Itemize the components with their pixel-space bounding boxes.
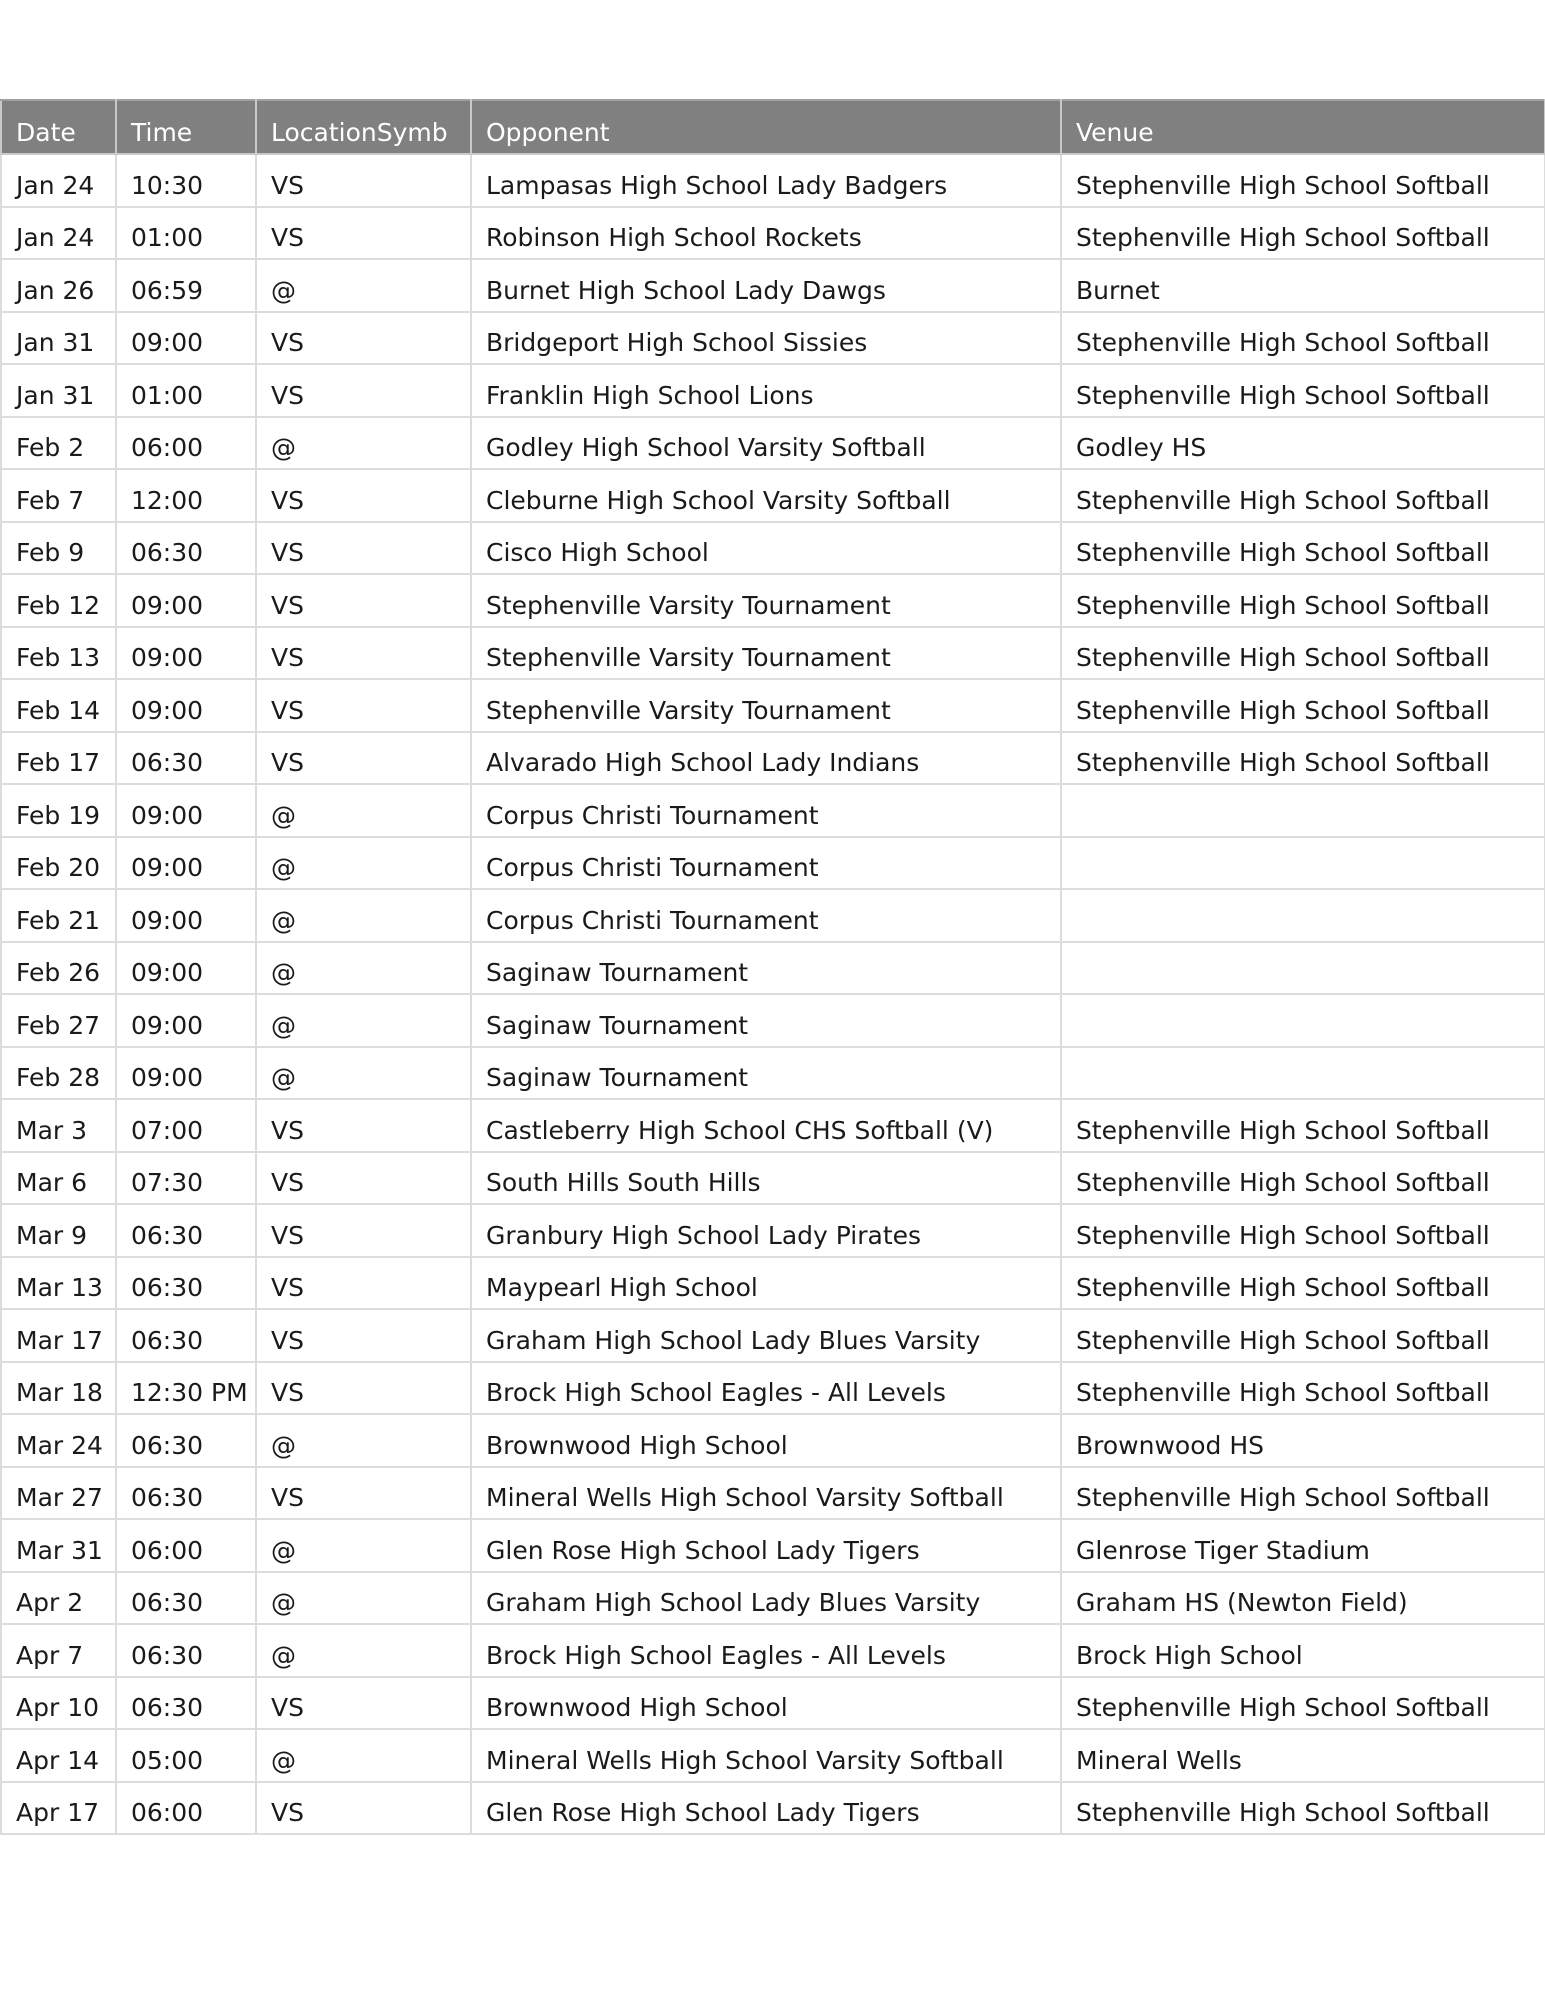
table-row: [1, 1309, 1545, 1362]
schedule-header: [1, 100, 1545, 154]
header-time: Time: [116, 100, 256, 154]
table-row: [1, 312, 1545, 365]
cell-location-symbol: VS: [256, 1467, 471, 1520]
schedule-body: [1, 154, 1545, 1834]
cell-venue: Glenrose Tiger Stadium: [1061, 1519, 1545, 1572]
cell-time: 09:00: [116, 574, 256, 627]
table-row: [1, 994, 1545, 1047]
cell-time: 10:30: [116, 154, 256, 207]
cell-date: Mar 17: [1, 1309, 116, 1362]
cell-time: 06:30: [116, 1572, 256, 1625]
cell-time: 06:30: [116, 1624, 256, 1677]
cell-location-symbol: VS: [256, 522, 471, 575]
cell-location-symbol: VS: [256, 1257, 471, 1310]
cell-time: 06:30: [116, 522, 256, 575]
cell-location-symbol: VS: [256, 312, 471, 365]
cell-time: 09:00: [116, 679, 256, 732]
cell-venue: Stephenville High School Softball: [1061, 732, 1545, 785]
cell-opponent: Saginaw Tournament: [471, 1047, 1061, 1100]
table-row: [1, 1152, 1545, 1205]
cell-venue: Stephenville High School Softball: [1061, 1257, 1545, 1310]
cell-time: 01:00: [116, 364, 256, 417]
table-row: [1, 1624, 1545, 1677]
cell-venue: Graham HS (Newton Field): [1061, 1572, 1545, 1625]
cell-opponent: Castleberry High School CHS Softball (V): [471, 1099, 1061, 1152]
cell-time: 05:00: [116, 1729, 256, 1782]
cell-location-symbol: VS: [256, 1204, 471, 1257]
cell-date: Feb 17: [1, 732, 116, 785]
table-row: [1, 889, 1545, 942]
cell-location-symbol: VS: [256, 154, 471, 207]
cell-location-symbol: @: [256, 837, 471, 890]
cell-location-symbol: @: [256, 942, 471, 995]
cell-time: 09:00: [116, 312, 256, 365]
table-row: [1, 1467, 1545, 1520]
cell-date: Feb 28: [1, 1047, 116, 1100]
cell-date: Apr 7: [1, 1624, 116, 1677]
cell-time: 06:00: [116, 1782, 256, 1835]
cell-location-symbol: VS: [256, 574, 471, 627]
cell-venue: [1061, 942, 1545, 995]
cell-time: 06:59: [116, 259, 256, 312]
cell-location-symbol: @: [256, 259, 471, 312]
cell-date: Feb 14: [1, 679, 116, 732]
cell-opponent: Cleburne High School Varsity Softball: [471, 469, 1061, 522]
cell-venue: Mineral Wells: [1061, 1729, 1545, 1782]
cell-date: Jan 31: [1, 312, 116, 365]
cell-time: 09:00: [116, 942, 256, 995]
cell-opponent: Glen Rose High School Lady Tigers: [471, 1519, 1061, 1572]
cell-location-symbol: @: [256, 889, 471, 942]
table-row: [1, 1572, 1545, 1625]
table-row: [1, 417, 1545, 470]
cell-date: Mar 9: [1, 1204, 116, 1257]
cell-opponent: Corpus Christi Tournament: [471, 837, 1061, 890]
cell-venue: [1061, 1047, 1545, 1100]
cell-date: Mar 6: [1, 1152, 116, 1205]
cell-venue: Stephenville High School Softball: [1061, 1782, 1545, 1835]
cell-opponent: Brownwood High School: [471, 1677, 1061, 1730]
cell-opponent: Graham High School Lady Blues Varsity: [471, 1309, 1061, 1362]
cell-date: Apr 2: [1, 1572, 116, 1625]
cell-venue: Stephenville High School Softball: [1061, 679, 1545, 732]
cell-location-symbol: @: [256, 1729, 471, 1782]
cell-date: Feb 12: [1, 574, 116, 627]
cell-time: 06:00: [116, 1519, 256, 1572]
cell-opponent: Stephenville Varsity Tournament: [471, 574, 1061, 627]
cell-opponent: Corpus Christi Tournament: [471, 784, 1061, 837]
cell-time: 09:00: [116, 837, 256, 890]
cell-date: Mar 24: [1, 1414, 116, 1467]
cell-date: Apr 14: [1, 1729, 116, 1782]
cell-opponent: Bridgeport High School Sissies: [471, 312, 1061, 365]
cell-date: Jan 31: [1, 364, 116, 417]
cell-time: 06:30: [116, 1204, 256, 1257]
cell-opponent: Godley High School Varsity Softball: [471, 417, 1061, 470]
cell-opponent: Stephenville Varsity Tournament: [471, 679, 1061, 732]
table-row: [1, 732, 1545, 785]
cell-time: 09:00: [116, 889, 256, 942]
table-row: [1, 1519, 1545, 1572]
cell-location-symbol: @: [256, 1624, 471, 1677]
table-row: [1, 837, 1545, 890]
cell-opponent: Saginaw Tournament: [471, 942, 1061, 995]
cell-location-symbol: VS: [256, 679, 471, 732]
cell-date: Feb 7: [1, 469, 116, 522]
cell-venue: [1061, 994, 1545, 1047]
cell-date: Jan 24: [1, 154, 116, 207]
cell-opponent: Robinson High School Rockets: [471, 207, 1061, 260]
cell-time: 06:30: [116, 1677, 256, 1730]
table-row: [1, 1729, 1545, 1782]
cell-date: Feb 26: [1, 942, 116, 995]
cell-date: Feb 2: [1, 417, 116, 470]
table-row: [1, 1204, 1545, 1257]
table-row: [1, 1047, 1545, 1100]
cell-opponent: Graham High School Lady Blues Varsity: [471, 1572, 1061, 1625]
cell-venue: Stephenville High School Softball: [1061, 522, 1545, 575]
table-row: [1, 942, 1545, 995]
cell-opponent: Saginaw Tournament: [471, 994, 1061, 1047]
cell-location-symbol: @: [256, 1047, 471, 1100]
table-row: [1, 1677, 1545, 1730]
cell-date: Apr 17: [1, 1782, 116, 1835]
cell-opponent: Granbury High School Lady Pirates: [471, 1204, 1061, 1257]
cell-location-symbol: VS: [256, 364, 471, 417]
table-row: [1, 1414, 1545, 1467]
cell-opponent: Brock High School Eagles - All Levels: [471, 1624, 1061, 1677]
table-row: [1, 1362, 1545, 1415]
cell-location-symbol: VS: [256, 1152, 471, 1205]
cell-location-symbol: VS: [256, 732, 471, 785]
cell-date: Feb 20: [1, 837, 116, 890]
cell-location-symbol: VS: [256, 627, 471, 680]
table-row: [1, 469, 1545, 522]
cell-time: 09:00: [116, 994, 256, 1047]
cell-location-symbol: VS: [256, 1677, 471, 1730]
schedule-table: [0, 99, 1545, 1835]
cell-time: 09:00: [116, 627, 256, 680]
cell-opponent: Franklin High School Lions: [471, 364, 1061, 417]
cell-opponent: Corpus Christi Tournament: [471, 889, 1061, 942]
cell-time: 09:00: [116, 784, 256, 837]
header-location-symbol: LocationSymb: [256, 100, 471, 154]
cell-venue: Stephenville High School Softball: [1061, 1362, 1545, 1415]
cell-date: Mar 27: [1, 1467, 116, 1520]
table-row: [1, 154, 1545, 207]
table-row: [1, 1782, 1545, 1835]
cell-time: 06:30: [116, 1309, 256, 1362]
cell-opponent: Brownwood High School: [471, 1414, 1061, 1467]
cell-location-symbol: VS: [256, 469, 471, 522]
cell-date: Mar 31: [1, 1519, 116, 1572]
table-row: [1, 574, 1545, 627]
header-date: Date: [1, 100, 116, 154]
table-row: [1, 1257, 1545, 1310]
cell-opponent: Glen Rose High School Lady Tigers: [471, 1782, 1061, 1835]
cell-opponent: Mineral Wells High School Varsity Softball: [471, 1467, 1061, 1520]
cell-venue: Stephenville High School Softball: [1061, 1099, 1545, 1152]
cell-location-symbol: @: [256, 1414, 471, 1467]
cell-time: 06:30: [116, 1257, 256, 1310]
header-row: [1, 100, 1545, 154]
cell-venue: Stephenville High School Softball: [1061, 154, 1545, 207]
cell-opponent: Mineral Wells High School Varsity Softball: [471, 1729, 1061, 1782]
table-row: [1, 364, 1545, 417]
cell-date: Mar 18: [1, 1362, 116, 1415]
cell-opponent: Lampasas High School Lady Badgers: [471, 154, 1061, 207]
cell-venue: Godley HS: [1061, 417, 1545, 470]
cell-time: 01:00: [116, 207, 256, 260]
cell-opponent: Burnet High School Lady Dawgs: [471, 259, 1061, 312]
cell-time: 09:00: [116, 1047, 256, 1100]
cell-location-symbol: @: [256, 1519, 471, 1572]
cell-venue: Burnet: [1061, 259, 1545, 312]
table-row: [1, 627, 1545, 680]
table-row: [1, 679, 1545, 732]
cell-opponent: Cisco High School: [471, 522, 1061, 575]
cell-date: Feb 9: [1, 522, 116, 575]
cell-time: 12:30 PM: [116, 1362, 256, 1415]
cell-location-symbol: @: [256, 1572, 471, 1625]
cell-time: 06:30: [116, 1467, 256, 1520]
cell-date: Feb 19: [1, 784, 116, 837]
table-row: [1, 259, 1545, 312]
cell-date: Mar 3: [1, 1099, 116, 1152]
cell-opponent: South Hills South Hills: [471, 1152, 1061, 1205]
cell-opponent: Brock High School Eagles - All Levels: [471, 1362, 1061, 1415]
cell-date: Feb 27: [1, 994, 116, 1047]
cell-location-symbol: @: [256, 994, 471, 1047]
cell-location-symbol: VS: [256, 207, 471, 260]
cell-time: 06:30: [116, 1414, 256, 1467]
table-row: [1, 522, 1545, 575]
cell-date: Feb 13: [1, 627, 116, 680]
cell-venue: Brock High School: [1061, 1624, 1545, 1677]
cell-venue: Stephenville High School Softball: [1061, 1467, 1545, 1520]
cell-venue: [1061, 837, 1545, 890]
cell-time: 06:30: [116, 732, 256, 785]
cell-venue: Stephenville High School Softball: [1061, 364, 1545, 417]
cell-venue: Stephenville High School Softball: [1061, 469, 1545, 522]
cell-venue: Stephenville High School Softball: [1061, 1677, 1545, 1730]
cell-location-symbol: VS: [256, 1309, 471, 1362]
cell-time: 06:00: [116, 417, 256, 470]
cell-venue: Brownwood HS: [1061, 1414, 1545, 1467]
cell-venue: Stephenville High School Softball: [1061, 207, 1545, 260]
table-row: [1, 784, 1545, 837]
cell-venue: [1061, 784, 1545, 837]
cell-opponent: Stephenville Varsity Tournament: [471, 627, 1061, 680]
cell-venue: Stephenville High School Softball: [1061, 574, 1545, 627]
cell-date: Apr 10: [1, 1677, 116, 1730]
cell-time: 07:30: [116, 1152, 256, 1205]
cell-location-symbol: VS: [256, 1782, 471, 1835]
cell-venue: Stephenville High School Softball: [1061, 312, 1545, 365]
cell-venue: Stephenville High School Softball: [1061, 1309, 1545, 1362]
cell-date: Jan 26: [1, 259, 116, 312]
cell-location-symbol: VS: [256, 1099, 471, 1152]
cell-opponent: Alvarado High School Lady Indians: [471, 732, 1061, 785]
cell-time: 12:00: [116, 469, 256, 522]
table-row: [1, 207, 1545, 260]
cell-location-symbol: @: [256, 784, 471, 837]
cell-date: Mar 13: [1, 1257, 116, 1310]
table-row: [1, 1099, 1545, 1152]
cell-location-symbol: VS: [256, 1362, 471, 1415]
cell-venue: [1061, 889, 1545, 942]
cell-opponent: Maypearl High School: [471, 1257, 1061, 1310]
header-venue: Venue: [1061, 100, 1545, 154]
cell-date: Jan 24: [1, 207, 116, 260]
cell-time: 07:00: [116, 1099, 256, 1152]
cell-venue: Stephenville High School Softball: [1061, 1152, 1545, 1205]
cell-location-symbol: @: [256, 417, 471, 470]
header-opponent: Opponent: [471, 100, 1061, 154]
cell-venue: Stephenville High School Softball: [1061, 627, 1545, 680]
cell-date: Feb 21: [1, 889, 116, 942]
cell-venue: Stephenville High School Softball: [1061, 1204, 1545, 1257]
